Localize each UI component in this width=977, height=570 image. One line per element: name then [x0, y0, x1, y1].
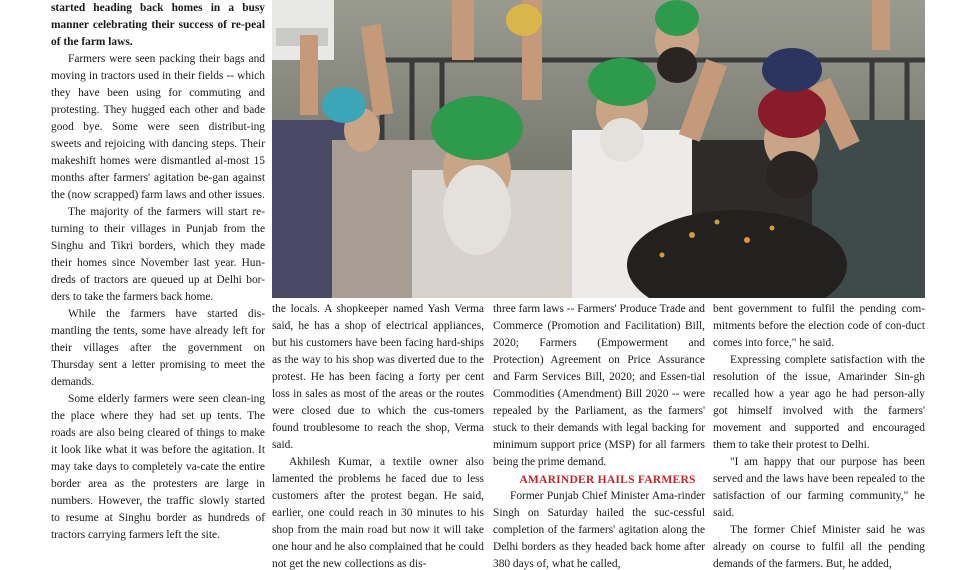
article-column-4	[713, 301, 925, 570]
paragraph: Farmers were seen packing their bags and moving in tractors used in their fields -- which they have been using for commuting and protesting. They hugged each other and bade good bye. Some were seen distribut-ing sweets and rejoicing with dancing steps. Their makeshift homes were dismantled al-most 15 months after farmers' agitation be-gan against the (now scrapped) farm laws and other issues.	[51, 53, 265, 201]
paragraph: the locals. A shopkeeper named Yash Verma said, he has a shop of electrical appliances, but his customers have been facing hard-ships as the way to his shop was diverted due to the protest. He has been facing a forty per cent loss in sales as most of the areas or the routes were closed due to which the cus-tomers found troublesome to reach the shop, Verma said.	[272, 303, 484, 451]
paragraph: While the farmers have started dis-mantling the tents, some have already left for their villages after the government on Thursday sent a letter promising to meet the demands.	[51, 308, 265, 388]
paragraph: Former Punjab Chief Minister Ama-rinder Singh on Saturday hailed the suc-cessful completion of the farmers' agitation along the Delhi borders as they headed back home after 380 days of, what he called,	[493, 490, 705, 570]
paragraph: The majority of the farmers will start re-turning to their villages in Punjab from the Singhu and Tikri borders, which they made their homes since November last year. Hun-dreds of tractors are queued up at Delhi bor-ders to take the farmers back home.	[51, 206, 265, 303]
news-photo-farmers-celebrating	[272, 0, 925, 298]
paragraph: Akhilesh Kumar, a textile owner also lamented the problems he faced due to less customers after the protest began. He said, earlier, one could reach in 30 minutes to his shop from the main road but now it will take one hour and he also complained that he could not get the new collections as dis-	[272, 456, 484, 570]
article-column-3	[493, 301, 705, 570]
paragraph: three farm laws -- Farmers' Produce Trade and Commerce (Promotion and Facilitation) Bill, 2020; Farmers (Empowerment and Protection) Agreement on Price Assurance and Farm Services Bill, 2020; and Essen-tial Commodities (Amendment) Bill 2020 -- were repealed by the Parliament, as the farmers' stuck to their demands with legal backing for minimum support price (MSP) for all farmers being the prime demand.	[493, 303, 705, 468]
article-column-2	[272, 301, 484, 570]
section-subheading: AMARINDER HAILS FARMERS	[519, 473, 696, 486]
article-column-1	[51, 0, 265, 570]
paragraph: Expressing complete satisfaction with the resolution of the issue, Amarinder Sin-gh recalled how a year ago he had person-ally got himself involved with the farmers' movement and supported and encouraged them to take their protest to Delhi.	[713, 354, 925, 451]
paragraph: Some elderly farmers were seen clean-ing the place where they had set up tents. The roads are also being cleared of things to make it look like what it was before the agitation. It may take days to completely va-cate the entire border area as the protesters are large in numbers. However, the traffic slowly started to resume at Singhu border as hundreds of tractors carrying farmers left the site.	[51, 393, 265, 541]
paragraph: bent government to fulfil the pending com-mitments before the election code of con-duct comes into force," he said.	[713, 303, 925, 349]
paragraph: The former Chief Minister said he was already on course to fulfil all the pending demands of the farmers. But, he added,	[713, 524, 925, 570]
paragraph: "I am happy that our purpose has been served and the laws have been repealed to the satisfaction of our farming community," he said.	[713, 456, 925, 519]
lead-paragraph: started heading back homes in a busy manner celebrating their success of re-peal of the farm laws.	[51, 2, 265, 48]
